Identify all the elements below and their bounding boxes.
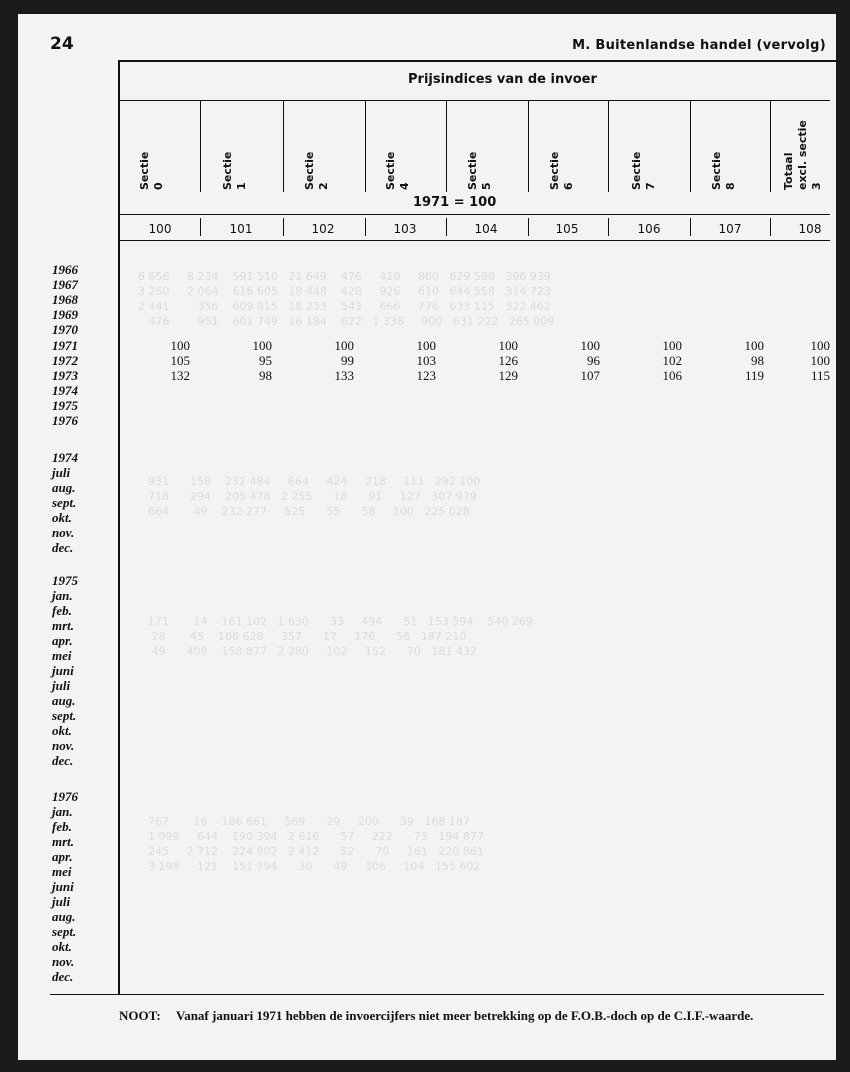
page-number: 24	[50, 34, 74, 54]
table-title: Prijsindices van de invoer	[408, 72, 597, 87]
column-header-sectie-7: Sectie 7	[630, 151, 657, 190]
cell-1973-sectie-0: 132	[170, 368, 190, 383]
column-header-sectie-1: Sectie 1	[221, 151, 248, 190]
row-label-1967: 1967	[52, 277, 78, 292]
row-label-month: okt.	[52, 939, 72, 954]
row-label-month: juni	[52, 663, 74, 678]
row-label-1969: 1969	[52, 307, 78, 322]
row-label-month: juli	[52, 465, 71, 480]
show-through-text: 931 158 232 484 664 424 218 111 292 100 718 294 205 478 2 255 18 91 127 307 979 664 49 232 277 525 55 58 100 225 028	[148, 475, 481, 518]
cell-1972-sectie-1: 95	[259, 353, 272, 368]
row-label-month: apr.	[52, 633, 73, 648]
column-header-totaal: Totaal excl. sectie 3	[782, 120, 823, 190]
column-divider	[200, 100, 201, 192]
table-top-rule	[118, 60, 836, 62]
cell-1971-sectie-0: 100	[170, 338, 190, 353]
column-divider	[365, 218, 366, 236]
cell-1972-sectie-7: 102	[662, 353, 682, 368]
cell-1973-sectie-4: 123	[416, 368, 436, 383]
row-label-1973: 1973	[52, 368, 78, 383]
column-divider	[608, 218, 609, 236]
row-label-month: feb.	[52, 603, 72, 618]
column-code: 106	[637, 222, 661, 236]
cell-1972-sectie-0: 105	[170, 353, 190, 368]
column-header-sectie-2: Sectie 2	[303, 151, 330, 190]
column-divider	[528, 100, 529, 192]
cell-1973-sectie-5: 129	[498, 368, 518, 383]
column-divider	[200, 218, 201, 236]
cell-1973-sectie-1: 98	[259, 368, 272, 383]
show-through-text: 6 656 8 234 591 510 21 649 476 410 860 629 598 396 939 3 250 2 064 616 605 18 448 428 926 610 644 558 314 723 2 441 356 609 815 18 233 543 666 776 633 115 322 462 476 951 601 749 16 184 622 1 338 900 631 222 265 009	[138, 270, 555, 328]
row-label-month: mrt.	[52, 618, 75, 633]
row-label-1971: 1971	[52, 338, 78, 353]
table-bottom-rule	[50, 994, 824, 995]
row-label-1970: 1970	[52, 322, 78, 337]
row-label-month: apr.	[52, 849, 73, 864]
column-code: 108	[798, 222, 822, 236]
column-divider	[283, 218, 284, 236]
cell-1971-sectie-5: 100	[498, 338, 518, 353]
row-label-month: jan.	[52, 804, 73, 819]
column-divider	[528, 218, 529, 236]
cell-1973-sectie-6: 107	[580, 368, 600, 383]
cell-1971-sectie-4: 100	[416, 338, 436, 353]
column-code: 103	[393, 222, 417, 236]
row-label-month: jan.	[52, 588, 73, 603]
column-code: 104	[474, 222, 498, 236]
document-page	[18, 14, 836, 1060]
row-label-month: nov.	[52, 738, 75, 753]
row-label-1976: 1976	[52, 413, 78, 428]
cell-1972-sectie-4: 103	[416, 353, 436, 368]
column-code: 101	[229, 222, 253, 236]
row-label-month: mei	[52, 864, 72, 879]
show-through-text: 767 16 186 661 569 29 200 39 168 187 1 099 644 190 394 2 616 57 222 75 194 877 245 2 712 224 902 2 412 52 70 161 220 861 3 198 121 151 794 30 49 306 104 155 602	[148, 815, 484, 873]
column-header-sectie-6: Sectie 6	[548, 151, 575, 190]
column-divider	[690, 218, 691, 236]
row-label-1974: 1974	[52, 383, 78, 398]
column-header-sectie-8: Sectie 8	[710, 151, 737, 190]
cell-1971-sectie-7: 100	[662, 338, 682, 353]
row-label-month: aug.	[52, 909, 76, 924]
row-label-month: juli	[52, 678, 71, 693]
row-label-1966: 1966	[52, 262, 78, 277]
row-label-month: feb.	[52, 819, 72, 834]
column-code: 100	[148, 222, 172, 236]
row-label-month: okt.	[52, 510, 72, 525]
cell-1973-sectie-8: 119	[744, 368, 764, 383]
cell-1972-totaal: 100	[810, 353, 830, 368]
column-code: 107	[718, 222, 742, 236]
cell-1973-totaal: 115	[810, 368, 830, 383]
stub-column-rule	[118, 60, 120, 994]
cell-1971-sectie-6: 100	[580, 338, 600, 353]
cell-1971-sectie-1: 100	[252, 338, 272, 353]
cell-1972-sectie-8: 98	[751, 353, 764, 368]
row-label-1976-group: 1976	[52, 789, 78, 804]
row-label-1975-group: 1975	[52, 573, 78, 588]
row-label-month: nov.	[52, 525, 75, 540]
row-label-1974-group: 1974	[52, 450, 78, 465]
note-label: NOOT:	[119, 1008, 161, 1023]
row-label-month: aug.	[52, 480, 76, 495]
column-divider	[770, 100, 771, 192]
column-divider	[690, 100, 691, 192]
header-rule	[118, 100, 830, 101]
row-label-1975: 1975	[52, 398, 78, 413]
column-divider	[446, 100, 447, 192]
row-label-month: sept.	[52, 495, 77, 510]
cell-1971-sectie-8: 100	[744, 338, 764, 353]
cell-1972-sectie-5: 126	[498, 353, 518, 368]
row-label-month: dec.	[52, 969, 74, 984]
column-header-sectie-0: Sectie 0	[138, 151, 165, 190]
row-label-month: mrt.	[52, 834, 75, 849]
row-label-month: mei	[52, 648, 72, 663]
row-label-1968: 1968	[52, 292, 78, 307]
column-code: 102	[311, 222, 335, 236]
column-code-rule	[118, 240, 830, 241]
running-head: M. Buitenlandse handel (vervolg)	[572, 38, 826, 53]
cell-1973-sectie-7: 106	[662, 368, 682, 383]
cell-1972-sectie-2: 99	[341, 353, 354, 368]
row-label-month: dec.	[52, 753, 74, 768]
column-header-sectie-5: Sectie 5	[466, 151, 493, 190]
row-label-month: sept.	[52, 708, 77, 723]
row-label-month: nov.	[52, 954, 75, 969]
row-label-month: juni	[52, 879, 74, 894]
column-divider	[283, 100, 284, 192]
column-code: 105	[555, 222, 579, 236]
note-text: Vanaf januari 1971 hebben de invoercijfers niet meer betrekking op de F.O.B.-doch op de C.I.F.-waarde.	[176, 1008, 754, 1023]
row-label-month: aug.	[52, 693, 76, 708]
row-label-1972: 1972	[52, 353, 78, 368]
column-header-sectie-4: Sectie 4	[384, 151, 411, 190]
column-divider	[365, 100, 366, 192]
column-divider	[608, 100, 609, 192]
column-divider	[770, 218, 771, 236]
row-label-month: juli	[52, 894, 71, 909]
row-label-month: dec.	[52, 540, 74, 555]
cell-1972-sectie-6: 96	[587, 353, 600, 368]
base-year-rule	[118, 214, 830, 215]
row-label-month: sept.	[52, 924, 77, 939]
column-divider	[446, 218, 447, 236]
cell-1971-totaal: 100	[810, 338, 830, 353]
row-label-month: okt.	[52, 723, 72, 738]
cell-1973-sectie-2: 133	[334, 368, 354, 383]
show-through-text: 171 14 161 102 1 630 33 494 51 153 594 540 269 28 45 166 628 357 17 176 56 187 210 49 409 158 877 2 280 102 152 70 181 432	[148, 615, 533, 658]
cell-1971-sectie-2: 100	[334, 338, 354, 353]
base-year-label: 1971 = 100	[413, 195, 497, 210]
